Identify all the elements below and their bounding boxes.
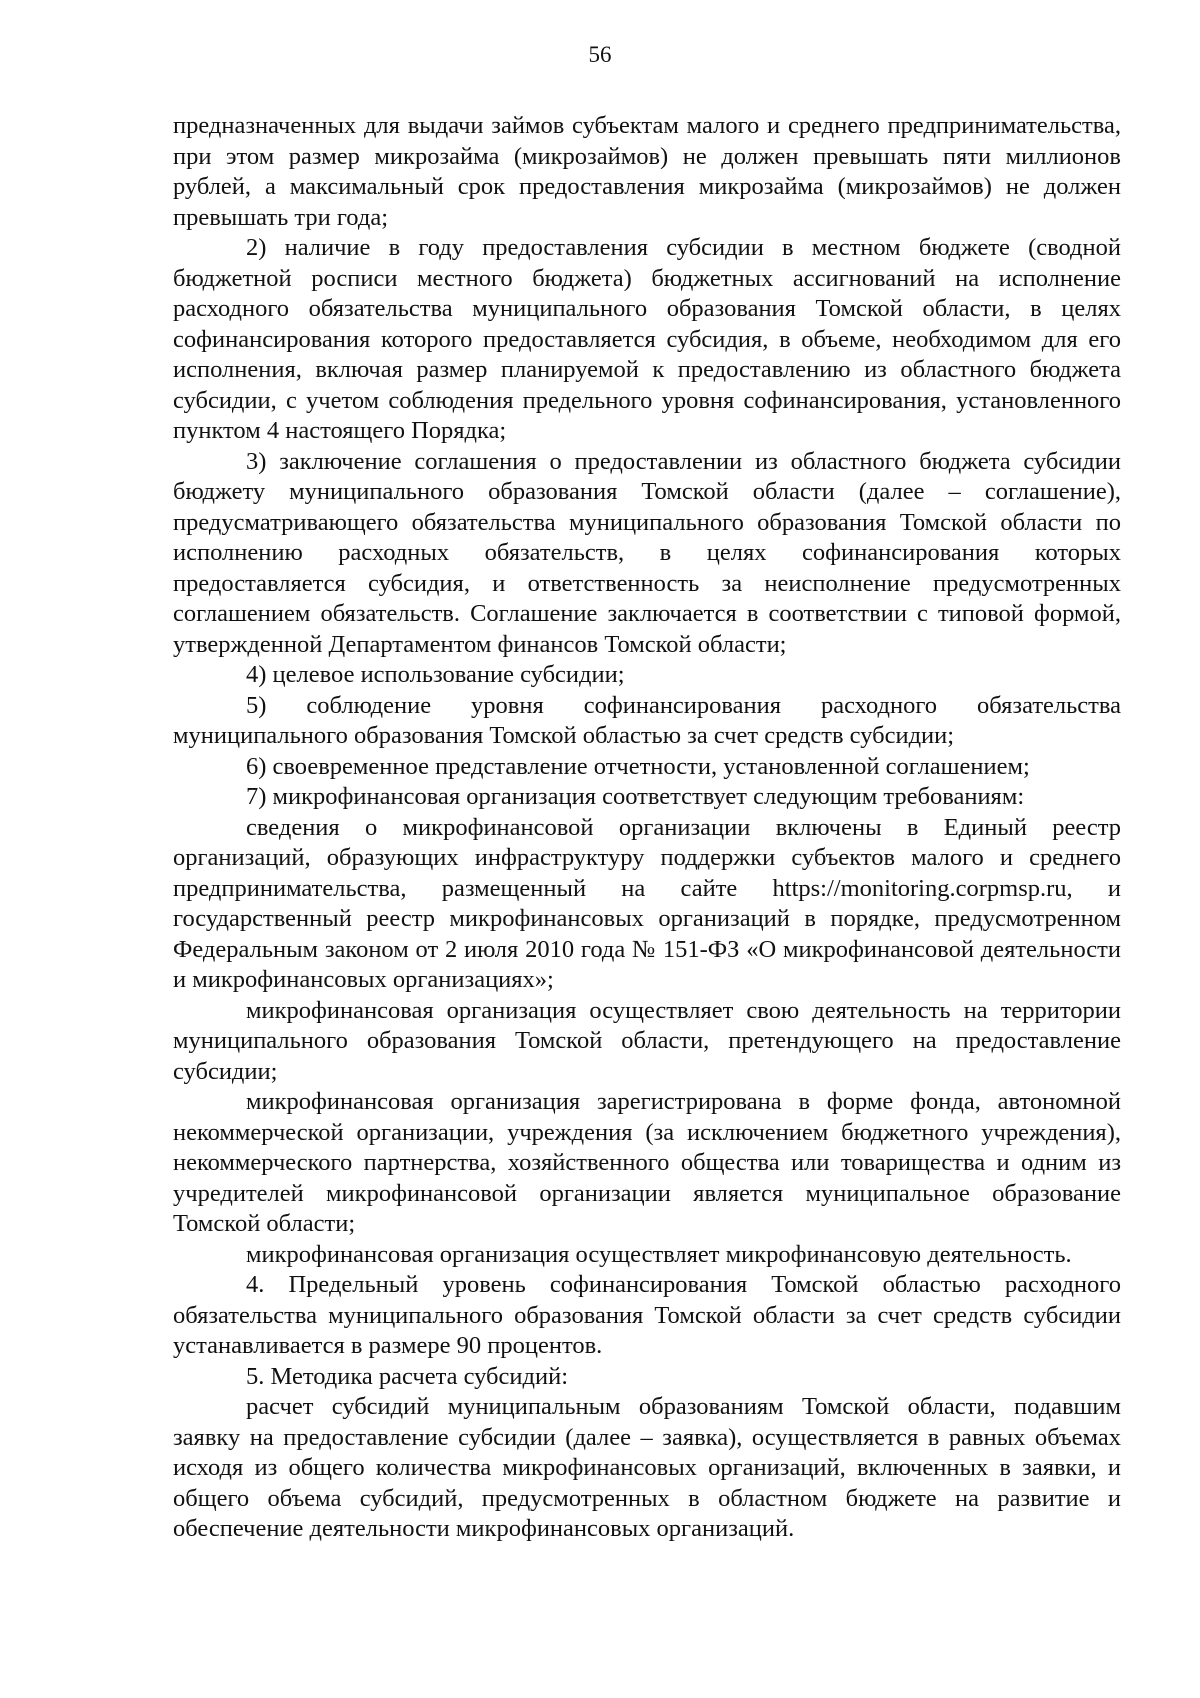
paragraph-item-4: 4) целевое использование субсидии;	[246, 661, 625, 688]
paragraph-item-7: 7) микрофинансовая организация соответствует следующим требованиям:	[246, 783, 1025, 810]
paragraph-requirement-registry: сведения о микрофинансовой организации включены в Единый реестр организаций, образующих инфраструктуру поддержки субъектов малого и среднего предпринимательства, размещенный на сайте https://monitoring.corpmsp.ru, и государственный реестр микрофинансовых организаций в порядке, предусмотренном Федеральным законом от 2 июля 2010 года № 151-ФЗ «О микрофинансовой деятельности и микрофинансовых организациях»;	[173, 813, 1121, 993]
paragraph-item-6: 6) своевременное представление отчетности, установленной соглашением;	[246, 752, 1030, 780]
paragraph-section-5: 5. Методика расчета субсидий:	[246, 1362, 569, 1390]
paragraph-requirement-activity: микрофинансовая организация осуществляет микрофинансовую деятельность.	[246, 1240, 1072, 1268]
document-body	[173, 111, 1121, 1545]
page-number: 56	[588, 42, 612, 67]
paragraph-requirement-territory: микрофинансовая организация осуществляет свою деятельность на территории муниципального образования Томской области, претендующего на предоставление субсидии;	[173, 996, 1121, 1085]
paragraph-calculation: расчет субсидий муниципальным образованиям Томской области, подавшим заявку на предоставление субсидии (далее – заявка), осуществляется в равных объемах исходя из общего количества микрофинансовых организаций, включенных в заявки, и общего объема субсидий, предусмотренных в областном бюджете на развитие и обеспечение деятельности микрофинансовых организаций.	[173, 1393, 1121, 1542]
paragraph-item-2: 2) наличие в году предоставления субсидии в местном бюджете (сводной бюджетной росписи местного бюджета) бюджетных ассигнований на исполнение расходного обязательства муниципального образования Томской области, в целях софинансирования которого предоставляется субсидия, в объеме, необходимом для его исполнения, включая размер планируемой к предоставлению из областного бюджета субсидии, с учетом соблюдения предельного уровня софинансирования, установленного пунктом 4 настоящего Порядка;	[173, 234, 1121, 444]
paragraph-continuation: предназначенных для выдачи займов субъектам малого и среднего предпринимательства, при этом размер микрозайма (микрозаймов) не должен превышать пяти миллионов рублей, а максимальный срок предоставления микрозайма (микрозаймов) не должен превышать три года;	[173, 112, 1121, 231]
paragraph-item-5: 5) соблюдение уровня софинансирования расходного обязательства муниципального образования Томской областью за счет средств субсидии;	[173, 691, 1121, 749]
paragraph-requirement-form: микрофинансовая организация зарегистрирована в форме фонда, автономной некоммерческой организации, учреждения (за исключением бюджетного учреждения), некоммерческого партнерства, хозяйственного общества или товарищества и одним из учредителей микрофинансовой организации является муниципальное образование Томской области;	[173, 1088, 1121, 1237]
paragraph-section-4: 4. Предельный уровень софинансирования Томской областью расходного обязательства муниципального образования Томской области за счет средств субсидии устанавливается в размере 90 процентов.	[173, 1271, 1121, 1359]
paragraph-item-3: 3) заключение соглашения о предоставлении из областного бюджета субсидии бюджету муниципального образования Томской области (далее – соглашение), предусматривающего обязательства муниципального образования Томской области по исполнению расходных обязательств, в целях софинансирования которых предоставляется субсидия, и ответственность за неисполнение предусмотренных соглашением обязательств. Соглашение заключается в соответствии с типовой формой, утвержденной Департаментом финансов Томской области;	[173, 447, 1121, 658]
